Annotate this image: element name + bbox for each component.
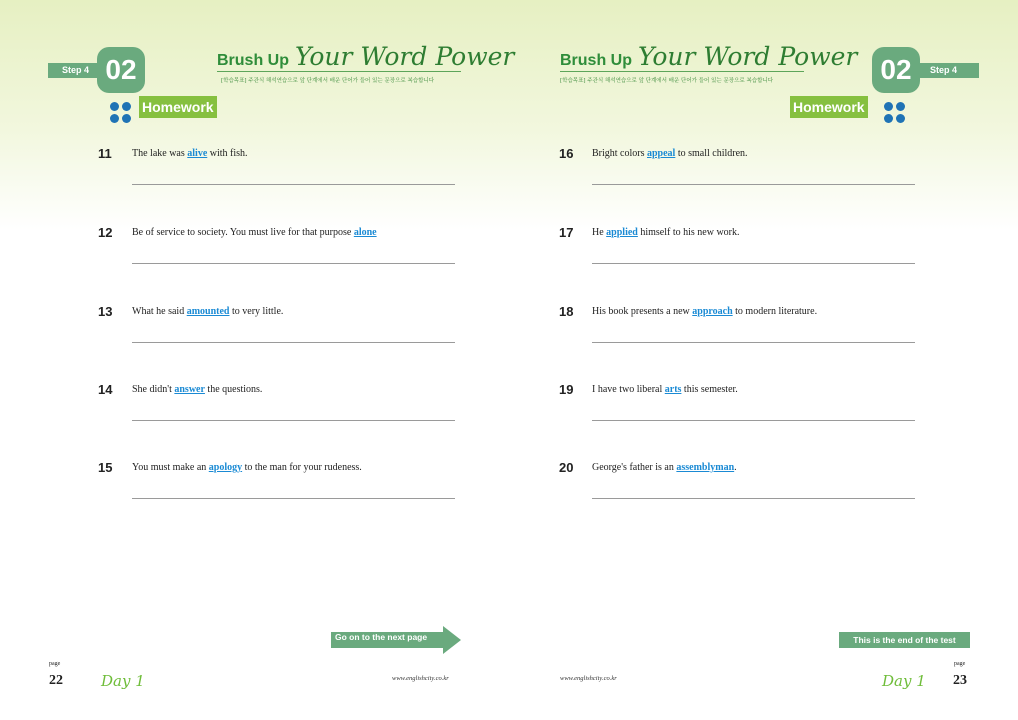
answer-line[interactable] <box>592 184 915 185</box>
question-sentence: The lake was alive with fish. <box>132 148 248 159</box>
step-number: 02 <box>872 47 920 93</box>
end-of-test-banner: This is the end of the test <box>839 632 970 648</box>
question-sentence: What he said amounted to very little. <box>132 306 284 317</box>
keyword: apology <box>208 462 243 473</box>
title-brush-up: Brush Up <box>560 52 632 69</box>
answer-line[interactable] <box>592 420 915 421</box>
question-number: 16 <box>559 146 574 161</box>
question-sentence: You must make an apology to the man for your rudeness. <box>132 462 362 473</box>
question-sentence: She didn't answer the questions. <box>132 384 263 395</box>
day-label: Day 1 <box>882 672 926 690</box>
four-dots-icon <box>110 102 132 124</box>
keyword: appeal <box>647 148 676 159</box>
question-number: 18 <box>559 304 574 319</box>
step-label: Step 4 <box>905 63 979 78</box>
question-number: 20 <box>559 460 574 475</box>
arrow-right-icon <box>443 626 461 654</box>
answer-line[interactable] <box>592 263 915 264</box>
keyword: answer <box>174 384 205 395</box>
answer-line[interactable] <box>132 342 455 343</box>
answer-line[interactable] <box>592 498 915 499</box>
question-sentence: I have two liberal arts this semester. <box>592 384 738 395</box>
learning-objective: [학습목표] 주관식 해석연습으로 앞 단계에서 배운 단어가 들어 있는 문장으로 복습합니다 <box>221 78 435 84</box>
answer-line[interactable] <box>132 184 455 185</box>
website-link: www.englishcity.co.kr <box>392 675 449 682</box>
website-link: www.englishcity.co.kr <box>560 675 617 682</box>
step-number: 02 <box>97 47 145 93</box>
question-number: 17 <box>559 225 574 240</box>
step-label: Step 4 <box>48 63 122 78</box>
title-rule <box>560 71 804 72</box>
keyword: approach <box>692 306 733 317</box>
title-word-power: Your Word Power <box>295 42 515 71</box>
answer-line[interactable] <box>132 420 455 421</box>
question-number: 11 <box>98 146 112 161</box>
answer-line[interactable] <box>592 342 915 343</box>
homework-badge: Homework <box>139 96 217 118</box>
keyword: amounted <box>186 306 230 317</box>
keyword: arts <box>664 384 682 395</box>
title-brush-up: Brush Up <box>217 52 289 69</box>
day-label: Day 1 <box>101 672 145 690</box>
question-number: 15 <box>98 460 113 475</box>
page-number: 23 <box>953 673 967 688</box>
page-number: 22 <box>49 673 63 688</box>
learning-objective: [학습목표] 주관식 해석연습으로 앞 단계에서 배운 단어가 들어 있는 문장으로 복습합니다 <box>560 78 774 84</box>
question-sentence: Be of service to society. You must live for that purpose alone <box>132 227 377 238</box>
keyword: alone <box>353 227 377 238</box>
title-word-power: Your Word Power <box>638 42 858 71</box>
question-number: 13 <box>98 304 113 319</box>
next-page-label: Go on to the next page <box>335 632 428 642</box>
keyword: assemblyman <box>676 462 735 473</box>
keyword: alive <box>187 148 208 159</box>
question-sentence: He applied himself to his new work. <box>592 227 740 238</box>
answer-line[interactable] <box>132 498 455 499</box>
page-label: page <box>954 661 966 667</box>
page-label: page <box>49 661 61 667</box>
title-rule <box>217 71 461 72</box>
four-dots-icon <box>884 102 906 124</box>
question-number: 12 <box>98 225 113 240</box>
answer-line[interactable] <box>132 263 455 264</box>
next-page-button[interactable] <box>331 626 461 654</box>
keyword: applied <box>606 227 638 238</box>
question-number: 19 <box>559 382 574 397</box>
page-title <box>217 42 514 71</box>
question-sentence: George's father is an assemblyman. <box>592 462 737 473</box>
question-sentence: Bright colors appeal to small children. <box>592 148 748 159</box>
homework-badge: Homework <box>790 96 868 118</box>
question-number: 14 <box>98 382 113 397</box>
question-sentence: His book presents a new approach to modern literature. <box>592 306 818 317</box>
page-title <box>560 42 857 71</box>
